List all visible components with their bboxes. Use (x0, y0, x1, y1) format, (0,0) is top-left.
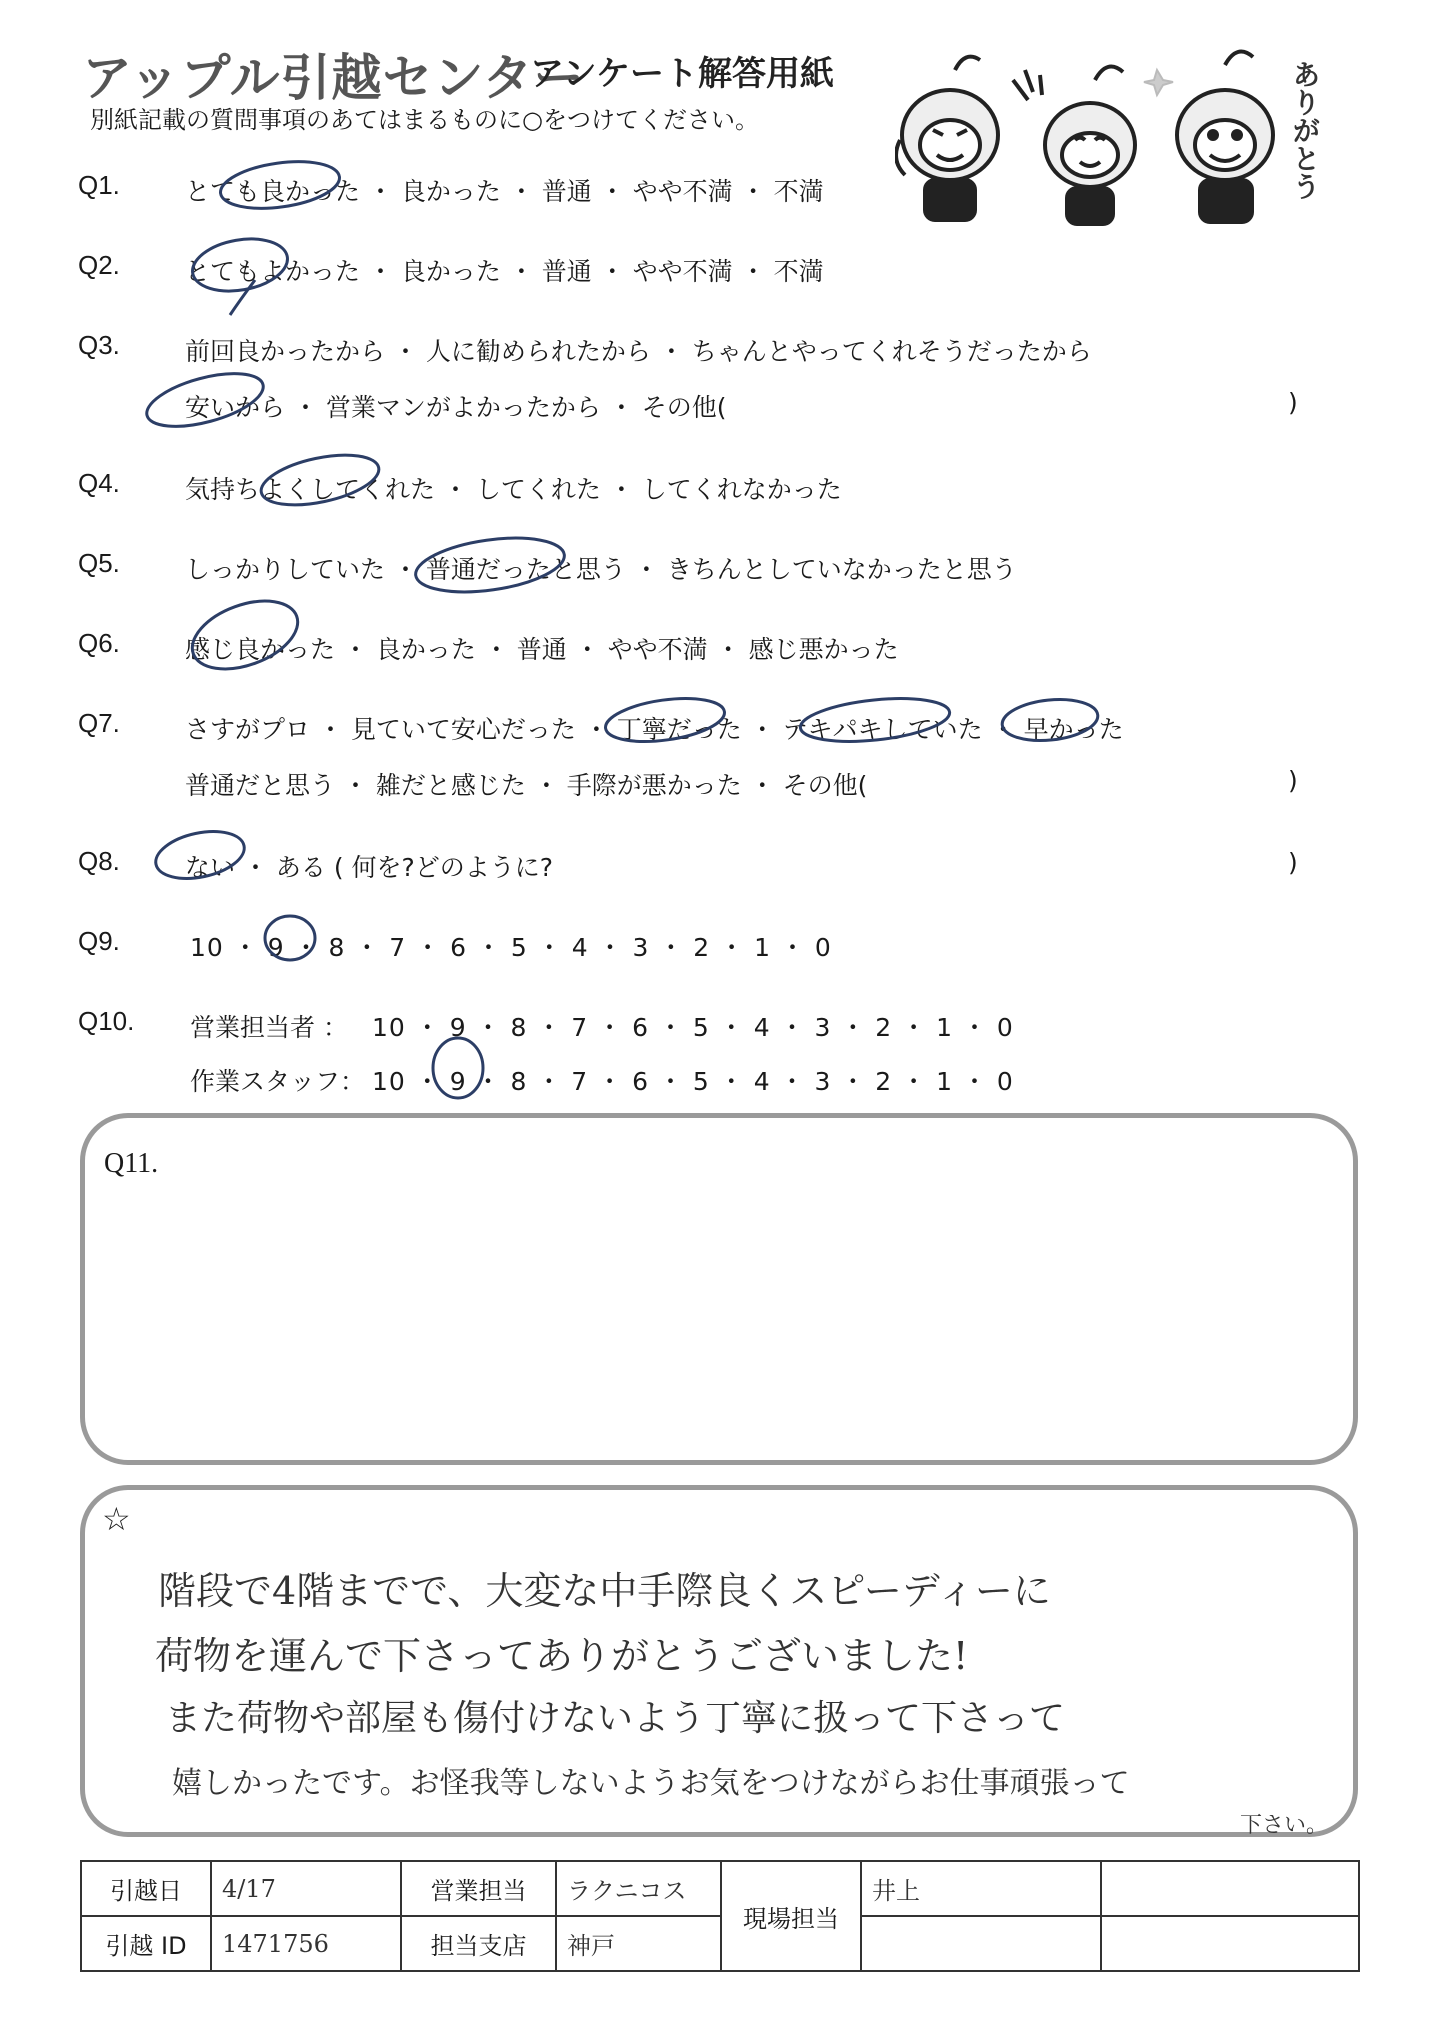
q1-answer-circle (218, 155, 343, 215)
q6-answer-circle (183, 588, 307, 682)
q5-number: Q5. (78, 548, 120, 578)
q10-staff-label: 作業スタッフ： (190, 1067, 366, 1096)
q7-paren-close: ) (1288, 766, 1298, 795)
q1-number: Q1. (78, 170, 120, 200)
comment-line-1: 階段で4階までで、大変な中手際良くスピーディーに (158, 1569, 1051, 1613)
q8-options[interactable]: ない ・ ある ( 何を?どのように? (185, 853, 554, 882)
star-icon: ☆ (102, 1500, 131, 1538)
branch-label: 担当支店 (401, 1916, 556, 1971)
q11-box[interactable] (80, 1113, 1358, 1465)
q10-number: Q10. (78, 1006, 135, 1036)
q10-sales-label: 営業担当者 ： (190, 1013, 348, 1042)
q7-answer-circle-tekipaki (798, 692, 951, 747)
sales-value[interactable]: ラクニコス (556, 1861, 721, 1916)
comment-line-2: 荷物を運んで下さってありがとうございました! (155, 1634, 969, 1678)
q6-number: Q6. (78, 628, 120, 658)
sales-label: 営業担当 (401, 1861, 556, 1916)
q1-options[interactable]: とても良かった ・ 良かった ・ 普通 ・ やや不満 ・ 不満 (185, 177, 824, 206)
move-id-label: 引越 ID (81, 1916, 211, 1971)
q7-answer-circle-hayakatta (1000, 695, 1100, 745)
q7-number: Q7. (78, 708, 120, 738)
q10-staff-scale[interactable]: 10 ・ 9 ・ 8 ・ 7 ・ 6 ・ 5 ・ 4 ・ 3 ・ 2 ・ 1 ・ 0 (372, 1067, 1014, 1096)
site-value[interactable]: 井上 (861, 1861, 1101, 1916)
q7-options-line2[interactable]: 普通だと思う ・ 雑だと感じた ・ 手際が悪かった ・ その他( (185, 771, 868, 800)
q4-answer-circle (257, 446, 384, 514)
comment-line-5: 下さい。 (1240, 1813, 1329, 1838)
q5-answer-circle (412, 530, 567, 600)
q7-answer-circle-teinei (603, 692, 727, 748)
q3-options-line2[interactable]: 安いから ・ 営業マンがよかったから ・ その他( (185, 393, 727, 422)
q4-number: Q4. (78, 468, 120, 498)
q10-sales-scale[interactable]: 10 ・ 9 ・ 8 ・ 7 ・ 6 ・ 5 ・ 4 ・ 3 ・ 2 ・ 1 ・ 0 (372, 1013, 1014, 1042)
site-label: 現場担当 (721, 1861, 861, 1971)
q3-answer-circle (141, 363, 268, 437)
branch-value[interactable]: 神戸 (556, 1916, 721, 1971)
q4-options[interactable]: 気持ちよくしてくれた ・ してくれた ・ してくれなかった (185, 475, 842, 504)
q10-staff-answer-circle (433, 1038, 483, 1098)
form-title: アンケート解答用紙 (530, 54, 834, 94)
q2-number: Q2. (78, 250, 120, 280)
footer-table (80, 1860, 1360, 1972)
comment-line-3: また荷物や部屋も傷付けないよう丁寧に扱って下さって (165, 1698, 1066, 1739)
q8-paren-close: ) (1288, 848, 1298, 877)
q2-answer-circle (188, 232, 291, 298)
q9-answer-circle (265, 916, 315, 960)
move-date-value[interactable]: 4/17 (211, 1861, 401, 1916)
q11-label: Q11. (104, 1148, 159, 1179)
q6-options[interactable]: 感じ良かった ・ 良かった ・ 普通 ・ やや不満 ・ 感じ悪かった (185, 635, 899, 664)
q9-number: Q9. (78, 926, 120, 956)
move-date-label: 引越日 (81, 1861, 211, 1916)
q3-paren-close: ) (1288, 388, 1298, 417)
instruction-text: 別紙記載の質問事項のあてはまるものに○をつけてください。 (90, 106, 759, 134)
q8-number: Q8. (78, 846, 120, 876)
q8-answer-circle (151, 824, 248, 886)
q3-options-line1[interactable]: 前回良かったから ・ 人に勧められたから ・ ちゃんとやってくれそうだったから (185, 337, 1092, 366)
q2-options[interactable]: とてもよかった ・ 良かった ・ 普通 ・ やや不満 ・ 不満 (185, 257, 824, 286)
thanks-text: ありがとう (1288, 60, 1322, 200)
move-id-value[interactable]: 1471756 (211, 1916, 401, 1971)
site-extra-cell-2[interactable] (1101, 1916, 1359, 1971)
site-extra-cell[interactable] (1101, 1861, 1359, 1916)
company-name: アップル引越センター (82, 49, 585, 107)
q7-options-line1[interactable]: さすがプロ ・ 見ていて安心だった ・ 丁寧だった ・ テキパキしていた ・ 早かった (185, 715, 1124, 744)
site-value-2[interactable] (861, 1916, 1101, 1971)
q5-options[interactable]: しっかりしていた ・ 普通だったと思う ・ きちんとしていなかったと思う (185, 555, 1017, 584)
q9-scale[interactable]: 10 ・ 9 ・ 8 ・ 7 ・ 6 ・ 5 ・ 4 ・ 3 ・ 2 ・ 1 ・ 0 (190, 933, 832, 962)
comment-line-4: 嬉しかったです。お怪我等しないようお気をつけながらお仕事頑張って (172, 1766, 1130, 1801)
q3-number: Q3. (78, 330, 120, 360)
